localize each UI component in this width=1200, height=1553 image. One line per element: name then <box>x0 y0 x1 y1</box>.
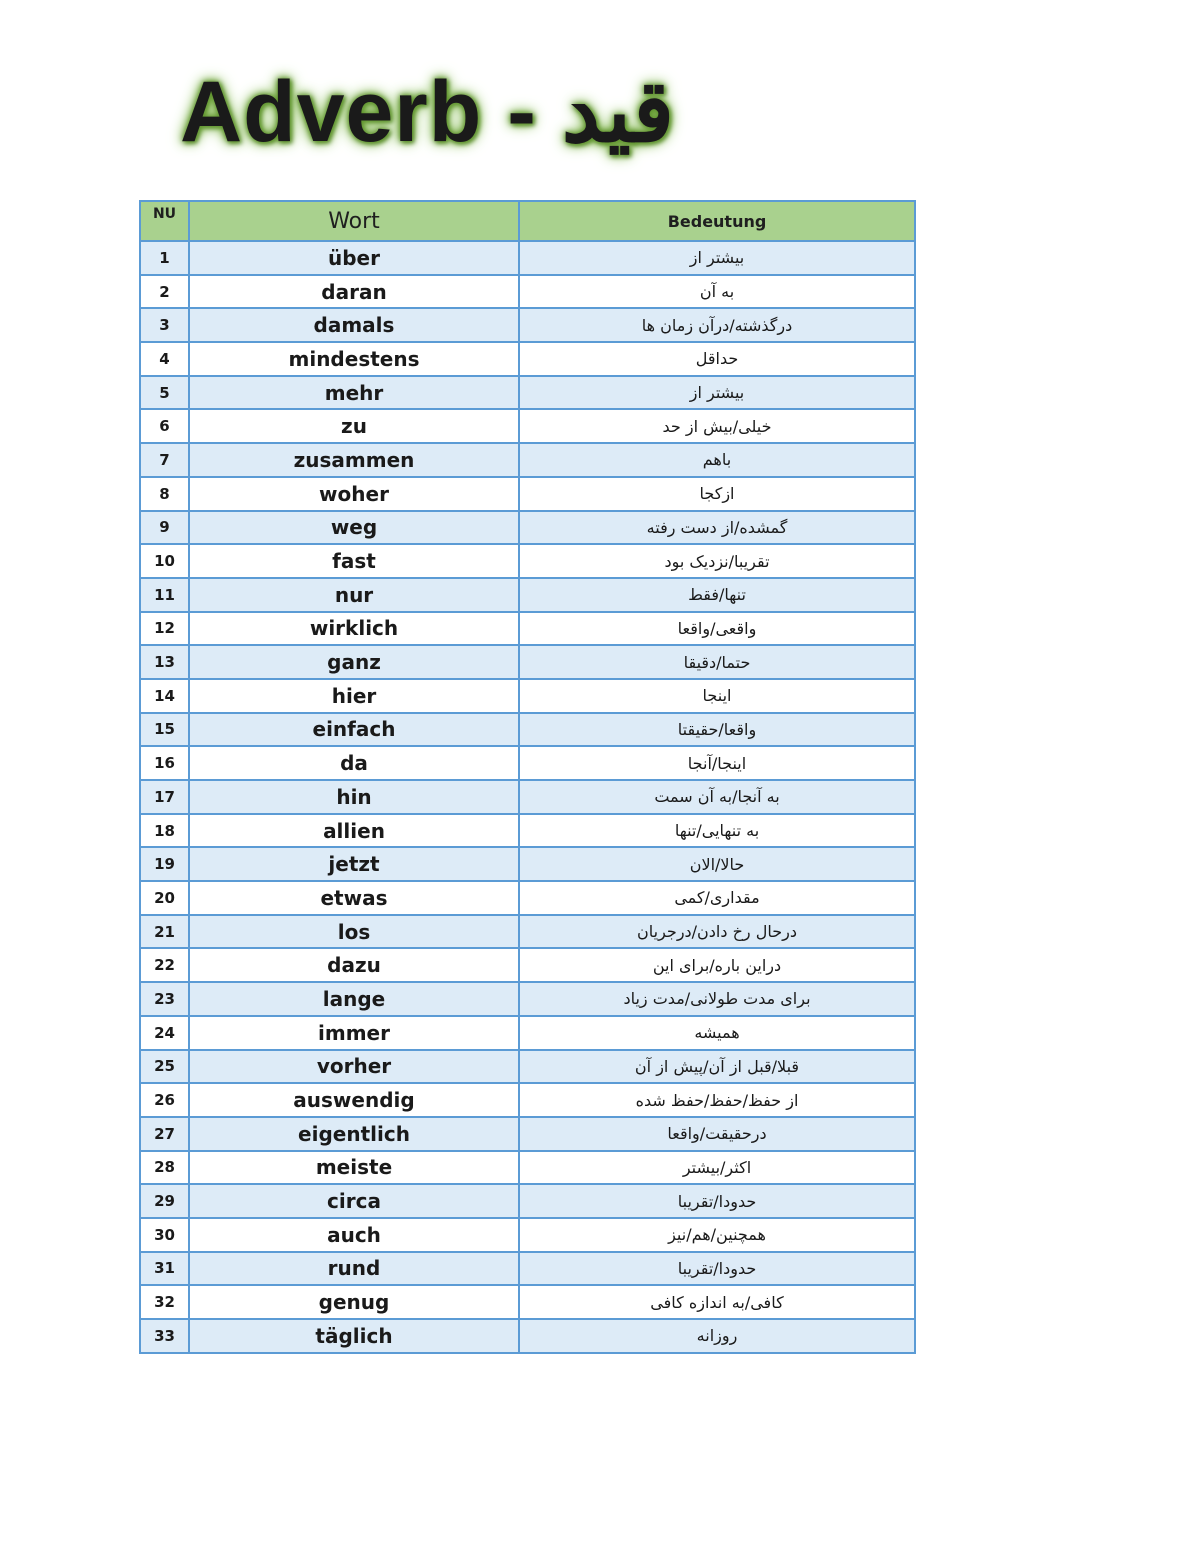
persian-meaning: روزانه <box>519 1319 915 1353</box>
table-row <box>140 308 915 342</box>
german-word: ganz <box>189 645 519 679</box>
german-word: woher <box>189 477 519 511</box>
german-word: nur <box>189 578 519 612</box>
persian-meaning: حدودا/تقریبا <box>519 1252 915 1286</box>
persian-meaning: درحال رخ دادن/درجریان <box>519 915 915 949</box>
persian-meaning: دراین باره/برای این <box>519 948 915 982</box>
german-word: auswendig <box>189 1083 519 1117</box>
persian-meaning: به آن <box>519 275 915 309</box>
row-number: 19 <box>140 847 189 881</box>
table-row <box>140 1151 915 1185</box>
german-word: einfach <box>189 713 519 747</box>
persian-meaning: اکثر/بیشتر <box>519 1151 915 1185</box>
german-word: daran <box>189 275 519 309</box>
persian-meaning: تنها/فقط <box>519 578 915 612</box>
row-number: 18 <box>140 814 189 848</box>
table-row <box>140 948 915 982</box>
persian-meaning: همیشه <box>519 1016 915 1050</box>
german-word: damals <box>189 308 519 342</box>
row-number: 1 <box>140 241 189 275</box>
german-word: rund <box>189 1252 519 1286</box>
table-row <box>140 1252 915 1286</box>
german-word: auch <box>189 1218 519 1252</box>
table-row <box>140 578 915 612</box>
persian-meaning: واقعا/حقیقتا <box>519 713 915 747</box>
header-wort: Wort <box>189 201 519 241</box>
page-title: Adverb - قید <box>180 64 674 160</box>
row-number: 11 <box>140 578 189 612</box>
german-word: meiste <box>189 1151 519 1185</box>
table-row <box>140 612 915 646</box>
row-number: 33 <box>140 1319 189 1353</box>
table-row <box>140 477 915 511</box>
german-word: jetzt <box>189 847 519 881</box>
row-number: 23 <box>140 982 189 1016</box>
header-nu: NU <box>140 201 189 241</box>
persian-meaning: درگذشته/درآن زمان ها <box>519 308 915 342</box>
row-number: 17 <box>140 780 189 814</box>
row-number: 4 <box>140 342 189 376</box>
persian-meaning: حالا/الان <box>519 847 915 881</box>
row-number: 6 <box>140 409 189 443</box>
persian-meaning: اینجا/آنجا <box>519 746 915 780</box>
persian-meaning: برای مدت طولانی/مدت زیاد <box>519 982 915 1016</box>
persian-meaning: حدودا/تقریبا <box>519 1184 915 1218</box>
row-number: 7 <box>140 443 189 477</box>
german-word: wirklich <box>189 612 519 646</box>
row-number: 30 <box>140 1218 189 1252</box>
row-number: 2 <box>140 275 189 309</box>
row-number: 13 <box>140 645 189 679</box>
table-header-row <box>140 201 915 241</box>
table-row <box>140 881 915 915</box>
row-number: 9 <box>140 511 189 545</box>
persian-meaning: حتما/دقیقا <box>519 645 915 679</box>
german-word: hier <box>189 679 519 713</box>
persian-meaning: از حفظ/حفظ/حفظ شده <box>519 1083 915 1117</box>
persian-meaning: ازکجا <box>519 477 915 511</box>
table-row <box>140 679 915 713</box>
row-number: 29 <box>140 1184 189 1218</box>
table-row <box>140 982 915 1016</box>
persian-meaning: بیشتر از <box>519 376 915 410</box>
row-number: 22 <box>140 948 189 982</box>
german-word: über <box>189 241 519 275</box>
persian-meaning: واقعی/واقعا <box>519 612 915 646</box>
german-word: täglich <box>189 1319 519 1353</box>
row-number: 21 <box>140 915 189 949</box>
table-row <box>140 780 915 814</box>
german-word: mehr <box>189 376 519 410</box>
table-row <box>140 275 915 309</box>
row-number: 27 <box>140 1117 189 1151</box>
table-row <box>140 847 915 881</box>
table-row <box>140 443 915 477</box>
persian-meaning: اینجا <box>519 679 915 713</box>
table-row <box>140 1117 915 1151</box>
table-row <box>140 1050 915 1084</box>
german-word: immer <box>189 1016 519 1050</box>
german-word: fast <box>189 544 519 578</box>
persian-meaning: مقداری/کمی <box>519 881 915 915</box>
persian-meaning: باهم <box>519 443 915 477</box>
table-row <box>140 915 915 949</box>
table-row <box>140 376 915 410</box>
table-row <box>140 342 915 376</box>
table-row <box>140 1319 915 1353</box>
row-number: 28 <box>140 1151 189 1185</box>
row-number: 24 <box>140 1016 189 1050</box>
german-word: dazu <box>189 948 519 982</box>
row-number: 5 <box>140 376 189 410</box>
german-word: da <box>189 746 519 780</box>
table-body <box>140 241 915 1353</box>
row-number: 32 <box>140 1285 189 1319</box>
german-word: eigentlich <box>189 1117 519 1151</box>
persian-meaning: به تنهایی/تنها <box>519 814 915 848</box>
table-row <box>140 1285 915 1319</box>
persian-meaning: بیشتر از <box>519 241 915 275</box>
table-row <box>140 1083 915 1117</box>
persian-meaning: درحقیقت/واقعا <box>519 1117 915 1151</box>
table-row <box>140 645 915 679</box>
german-word: genug <box>189 1285 519 1319</box>
vocabulary-table <box>139 200 916 1354</box>
row-number: 10 <box>140 544 189 578</box>
table-row <box>140 1218 915 1252</box>
persian-meaning: تقریبا/نزدیک بود <box>519 544 915 578</box>
row-number: 15 <box>140 713 189 747</box>
row-number: 20 <box>140 881 189 915</box>
german-word: los <box>189 915 519 949</box>
row-number: 8 <box>140 477 189 511</box>
persian-meaning: کافی/به اندازه کافی <box>519 1285 915 1319</box>
persian-meaning: خیلی/بیش از حد <box>519 409 915 443</box>
table-row <box>140 544 915 578</box>
header-bedeutung: Bedeutung <box>519 201 915 241</box>
table-row <box>140 713 915 747</box>
row-number: 25 <box>140 1050 189 1084</box>
row-number: 26 <box>140 1083 189 1117</box>
german-word: lange <box>189 982 519 1016</box>
table-row <box>140 511 915 545</box>
persian-meaning: گمشده/از دست رفته <box>519 511 915 545</box>
german-word: mindestens <box>189 342 519 376</box>
german-word: circa <box>189 1184 519 1218</box>
row-number: 31 <box>140 1252 189 1286</box>
german-word: etwas <box>189 881 519 915</box>
table-row <box>140 1184 915 1218</box>
german-word: zu <box>189 409 519 443</box>
row-number: 3 <box>140 308 189 342</box>
table-row <box>140 746 915 780</box>
row-number: 16 <box>140 746 189 780</box>
persian-meaning: همچنین/هم/نیز <box>519 1218 915 1252</box>
table-row <box>140 241 915 275</box>
row-number: 14 <box>140 679 189 713</box>
german-word: hin <box>189 780 519 814</box>
german-word: weg <box>189 511 519 545</box>
row-number: 12 <box>140 612 189 646</box>
persian-meaning: به آنجا/به آن سمت <box>519 780 915 814</box>
persian-meaning: قبلا/قبل از آن/پیش از آن <box>519 1050 915 1084</box>
vocabulary-table-container <box>139 200 914 1354</box>
table-row <box>140 1016 915 1050</box>
german-word: zusammen <box>189 443 519 477</box>
persian-meaning: حداقل <box>519 342 915 376</box>
table-row <box>140 814 915 848</box>
german-word: vorher <box>189 1050 519 1084</box>
table-row <box>140 409 915 443</box>
german-word: allien <box>189 814 519 848</box>
